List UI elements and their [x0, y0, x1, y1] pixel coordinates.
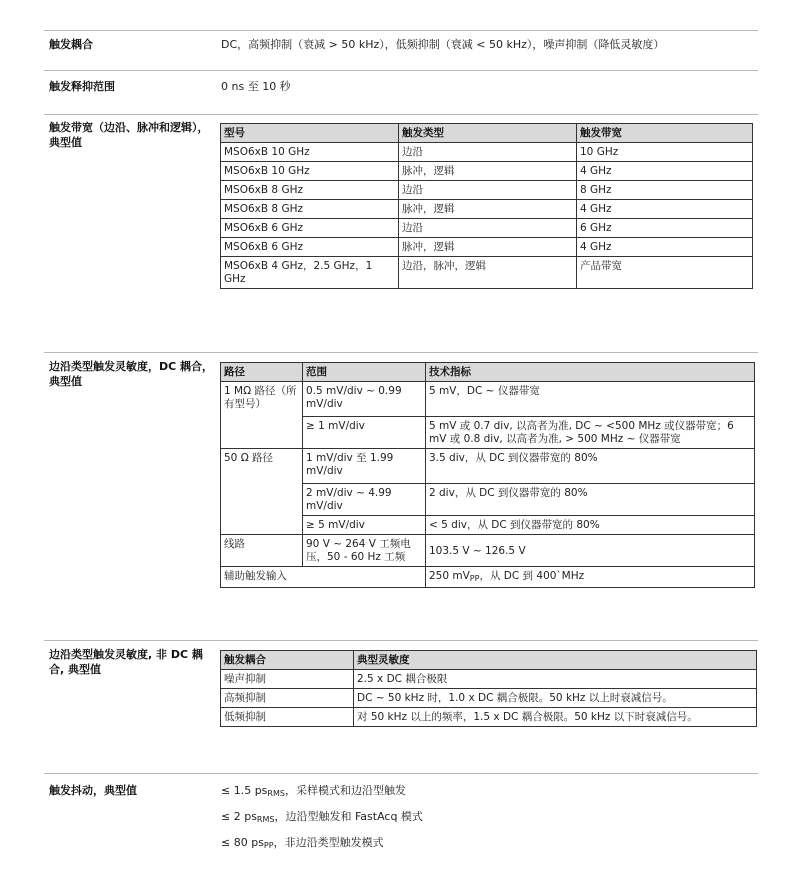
table-cell: 脉冲，逻辑 [399, 162, 577, 181]
edge-nondc-label: 边沿类型触发灵敏度, 非 DC 耦合, 典型值 [49, 648, 203, 676]
table-cell: 2 div，从 DC 到仪器带宽的 80% [426, 484, 755, 516]
jitter-unit-subscript: RMS [256, 815, 275, 824]
table-row [221, 382, 755, 417]
coupling-label: 触发耦合 [49, 38, 93, 51]
column-header: 触发类型 [399, 124, 577, 143]
table-header-row [221, 363, 755, 382]
table-cell: 5 mV，DC ~ 仪器带宽 [426, 382, 755, 417]
edge-dc-label: 边沿类型触发灵敏度，DC 耦合，典型值 [49, 360, 214, 388]
aux-spec-suffix: ，从 DC 到 400`MHz [479, 570, 585, 582]
table-row [221, 200, 753, 219]
table-row [221, 219, 753, 238]
jitter-line [221, 783, 406, 801]
table-row [221, 708, 757, 727]
jitter-value: ≤ 1.5 ps [221, 784, 268, 797]
holdoff-label: 触发释抑范围 [49, 80, 115, 93]
table-cell: 高频抑制 [221, 689, 354, 708]
edge-dc-table [220, 362, 755, 588]
table-row [221, 449, 755, 484]
table-cell: 4 GHz [577, 162, 753, 181]
table-cell: MSO6xB 4 GHz，2.5 GHz，1 GHz [221, 257, 399, 289]
table-cell: 对 50 kHz 以上的频率，1.5 x DC 耦合极限。50 kHz 以下时衰减信号。 [354, 708, 757, 727]
table-cell: 线路 [221, 535, 303, 567]
table-cell: 脉冲，逻辑 [399, 200, 577, 219]
divider [44, 114, 758, 115]
column-header: 范围 [303, 363, 426, 382]
table-row [221, 670, 757, 689]
jitter-description: ，非边沿类型触发模式 [273, 836, 384, 849]
table-cell: 4 GHz [577, 238, 753, 257]
jitter-description: ，边沿型触发和 FastAcq 模式 [274, 810, 423, 823]
jitter-description: ，采样模式和边沿型触发 [284, 784, 406, 797]
table-cell: MSO6xB 6 GHz [221, 219, 399, 238]
table-cell: 103.5 V ~ 126.5 V [426, 535, 755, 567]
table-cell: 边沿 [399, 143, 577, 162]
table-cell: < 5 div，从 DC 到仪器带宽的 80% [426, 516, 755, 535]
table-row [221, 181, 753, 200]
table-row [221, 143, 753, 162]
table-cell: 边沿 [399, 181, 577, 200]
table-cell: MSO6xB 10 GHz [221, 162, 399, 181]
divider [44, 352, 758, 353]
column-header: 触发带宽 [577, 124, 753, 143]
table-cell: MSO6xB 6 GHz [221, 238, 399, 257]
jitter-unit-subscript: RMS [267, 789, 285, 798]
divider [44, 70, 758, 71]
jitter-value: ≤ 2 ps [221, 810, 257, 823]
table-cell: 边沿 [399, 219, 577, 238]
table-row [221, 535, 755, 567]
table-cell: 0.5 mV/div ~ 0.99 mV/div [303, 382, 426, 417]
table-cell: 低频抑制 [221, 708, 354, 727]
table-cell: MSO6xB 10 GHz [221, 143, 399, 162]
bandwidth-label: 触发带宽（边沿、脉冲和逻辑），典型值 [49, 121, 209, 149]
jitter-unit-subscript: PP [263, 841, 274, 850]
table-cell: 6 GHz [577, 219, 753, 238]
table-cell: 边沿，脉冲，逻辑 [399, 257, 577, 289]
table-cell: 5 mV 或 0.7 div, 以高者为准, DC ~ <500 MHz 或仪器带宽；6 mV 或 0.8 div, 以高者为准, > 500 MHz ~ 仪器带宽 [426, 417, 755, 449]
table-row [221, 689, 757, 708]
divider [44, 640, 758, 641]
divider [44, 30, 758, 31]
table-cell [426, 567, 755, 588]
table-cell: 产品带宽 [577, 257, 753, 289]
divider [44, 773, 758, 774]
table-cell: 90 V ~ 264 V 工频电压，50 - 60 Hz 工频 [303, 535, 426, 567]
column-header: 技术指标 [426, 363, 755, 382]
table-row [221, 567, 755, 588]
table-cell: 8 GHz [577, 181, 753, 200]
table-cell: 1 mV/div 至 1.99 mV/div [303, 449, 426, 484]
holdoff-value: 0 ns 至 10 秒 [221, 80, 291, 93]
table-header-row [221, 651, 757, 670]
table-cell: 2 mV/div ~ 4.99 mV/div [303, 484, 426, 516]
table-row [221, 238, 753, 257]
table-cell: MSO6xB 8 GHz [221, 181, 399, 200]
table-cell: 10 GHz [577, 143, 753, 162]
coupling-value: DC，高频抑制（衰减 > 50 kHz），低频抑制（衰减 < 50 kHz），噪声抑制（降低灵敏度） [221, 38, 665, 51]
table-header-row [221, 124, 753, 143]
table-cell: 2.5 x DC 耦合极限 [354, 670, 757, 689]
table-cell: DC ~ 50 kHz 时，1.0 x DC 耦合极限。50 kHz 以上时衰减信号。 [354, 689, 757, 708]
bandwidth-table [220, 123, 753, 289]
table-cell: 1 MΩ 路径（所有型号） [221, 382, 303, 449]
aux-spec-subscript: PP [469, 574, 480, 583]
table-row [221, 257, 753, 289]
jitter-value: ≤ 80 ps [221, 836, 264, 849]
jitter-line [221, 809, 423, 827]
table-cell: ≥ 5 mV/div [303, 516, 426, 535]
table-cell: 50 Ω 路径 [221, 449, 303, 535]
table-cell: 辅助触发输入 [221, 567, 426, 588]
column-header: 路径 [221, 363, 303, 382]
column-header: 典型灵敏度 [354, 651, 757, 670]
edge-nondc-table [220, 650, 757, 727]
column-header: 型号 [221, 124, 399, 143]
jitter-line [221, 835, 384, 853]
table-cell: MSO6xB 8 GHz [221, 200, 399, 219]
column-header: 触发耦合 [221, 651, 354, 670]
table-cell: 3.5 div，从 DC 到仪器带宽的 80% [426, 449, 755, 484]
table-cell: 4 GHz [577, 200, 753, 219]
aux-spec-value: 250 mV [429, 570, 470, 582]
table-row [221, 162, 753, 181]
jitter-label: 触发抖动，典型值 [49, 784, 137, 797]
table-cell: 噪声抑制 [221, 670, 354, 689]
table-cell: ≥ 1 mV/div [303, 417, 426, 449]
table-cell: 脉冲，逻辑 [399, 238, 577, 257]
